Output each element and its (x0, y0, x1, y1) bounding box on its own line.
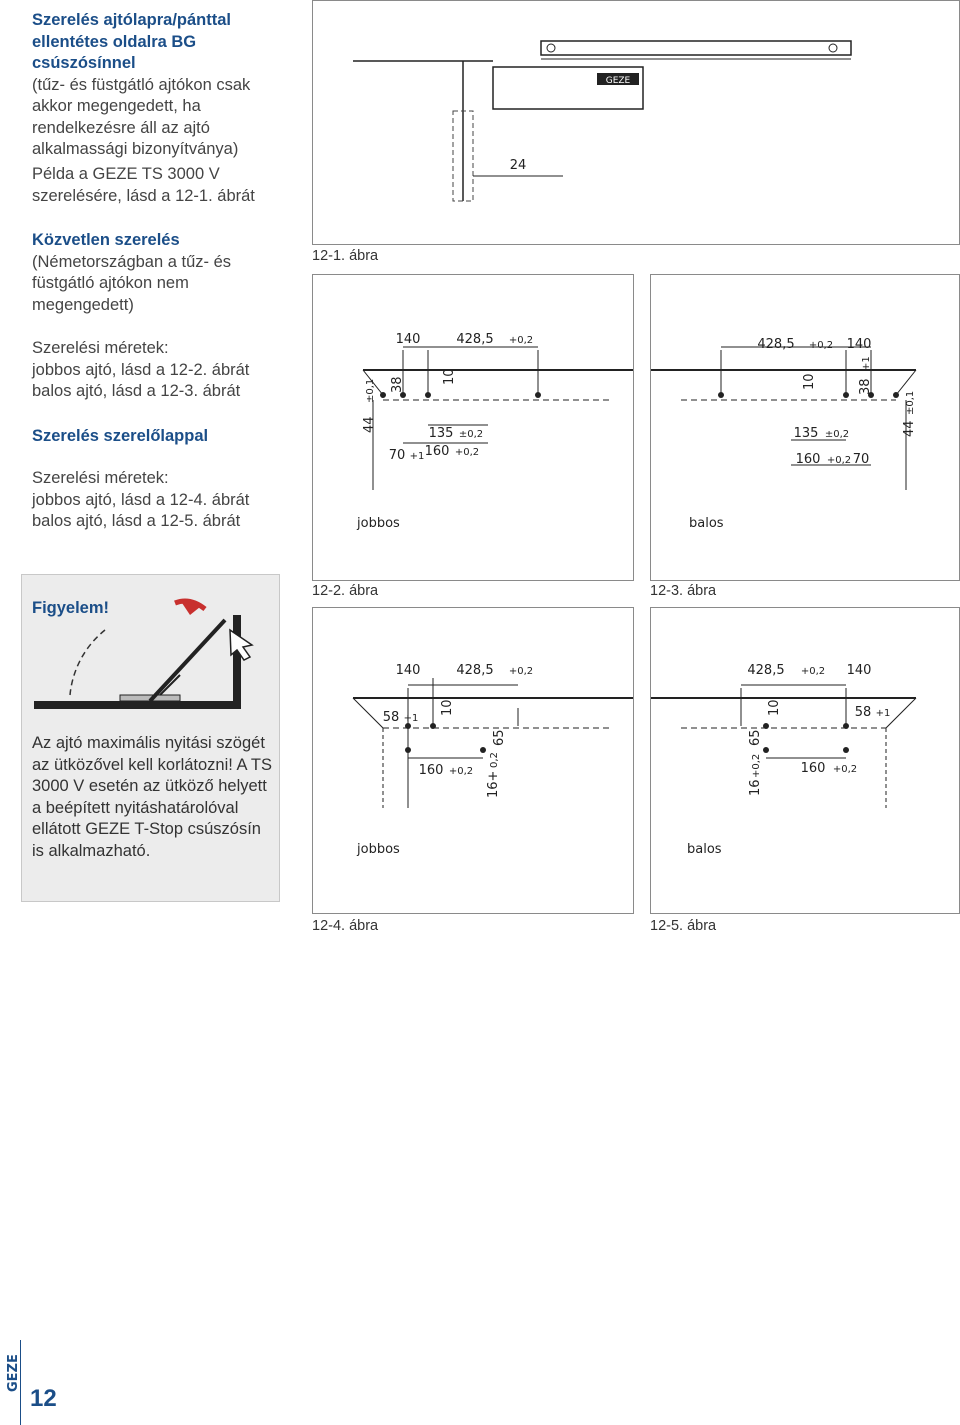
tol-02: +0,2 (808, 340, 834, 351)
dim-10: 10 (802, 373, 817, 390)
side-label: balos (687, 842, 722, 857)
dim-140: 140 (846, 663, 872, 678)
plate-template-right (313, 608, 633, 913)
tol-02-b: 0,2 (489, 752, 500, 768)
line: balos ajtó, lásd a 12-3. ábrát (32, 382, 241, 400)
caption-12-1: 12-1. ábra (312, 248, 379, 264)
section-title: Szerelés szerelőlappal (32, 427, 209, 445)
dim-10: 10 (767, 699, 782, 716)
tol-02-c: +0,2 (832, 764, 858, 775)
line: Szerelési méretek: (32, 339, 169, 357)
tol-01: ±0,1 (365, 378, 376, 403)
side-label: balos (689, 516, 724, 531)
dim-135: 135 (428, 426, 454, 441)
dim-428-5: 428,5 (456, 332, 494, 347)
tol-1: +1 (875, 708, 891, 719)
dim-65: 65 (748, 729, 763, 746)
mounting-dimensions-1 (32, 338, 292, 403)
section-note: (Németországban a tűz- és füstgátló ajtókon nem megengedett) (32, 252, 232, 314)
page-number: 12 (30, 1385, 57, 1412)
tol-1: +1 (861, 356, 872, 371)
dim-70: 70 (852, 452, 870, 467)
section-direct-mount (32, 230, 292, 316)
dim-140: 140 (395, 663, 421, 678)
dim-58: 58 (854, 705, 872, 720)
dim-65: 65 (492, 729, 507, 746)
tol-02-b: +0,2 (454, 447, 480, 458)
tol-02: +0,2 (508, 335, 534, 346)
figure-12-2 (312, 274, 634, 581)
tol-pm02: ±0,2 (824, 429, 850, 440)
side-label: jobbos (357, 842, 400, 857)
dim-140: 140 (846, 337, 872, 352)
dim-16: 16+ (486, 770, 501, 798)
warning-title: Figyelem! (32, 599, 110, 617)
mounting-dimensions-2 (32, 468, 292, 533)
dim-38: 38 (858, 378, 873, 395)
section-bg-slide-rail (32, 10, 292, 161)
line: jobbos ajtó, lásd a 12-2. ábrát (32, 360, 250, 379)
dim-428-5: 428,5 (456, 663, 494, 678)
dim-44: 44 (362, 416, 377, 433)
dim-24: 24 (509, 158, 527, 173)
warning-text: Az ajtó maximális nyitási szögét az ütközővel kell korlátozni! A TS 3000 V esetén az ütköző helyett a beépített nyitáshatárolóval ellátott GEZE T-Stop csúszósín is alkalmazható. (32, 734, 272, 860)
dim-135: 135 (793, 426, 819, 441)
dim-10: 10 (442, 368, 457, 385)
dim-160: 160 (418, 763, 444, 778)
door-stop-illustration (30, 595, 275, 710)
footer-brand (2, 1352, 22, 1392)
figure-12-3 (650, 274, 960, 581)
tol-02-b: +0,2 (826, 455, 852, 466)
section-note: (tűz- és füstgátló ajtókon csak akkor megengedett, ha rendelkezésre áll az ajtó alkalmassági bizonyítványa) (32, 75, 251, 158)
closer-brand: GEZE (605, 76, 631, 86)
line: Szerelési méretek: (32, 469, 169, 487)
caption-12-5: 12-5. ábra (650, 918, 717, 934)
drilling-template-right (313, 275, 633, 580)
line: jobbos ajtó, lásd a 12-4. ábrát (32, 490, 250, 509)
section-title: Közvetlen szerelés (32, 231, 180, 249)
dim-58: 58 (382, 710, 400, 725)
dim-38: 38 (390, 376, 405, 393)
figure-12-4 (312, 607, 634, 914)
tol-1: +1 (403, 713, 419, 724)
dim-44: 44 (902, 420, 917, 437)
tol-1: +1 (409, 451, 425, 462)
caption-12-4: 12-4. ábra (312, 918, 379, 934)
dim-160: 160 (795, 452, 821, 467)
dim-428-5: 428,5 (757, 337, 795, 352)
section-mounting-plate (32, 426, 292, 448)
side-label: jobbos (357, 516, 400, 531)
line: balos ajtó, lásd a 12-5. ábrát (32, 512, 241, 530)
tol-02: +0,2 (800, 666, 826, 677)
tol-02-c: +0,2 (448, 766, 474, 777)
section-title: Szerelés ajtólapra/pánttal ellentétes oldalra BG csúszósínnel (32, 11, 231, 72)
dim-160: 160 (800, 761, 826, 776)
drilling-template-left (651, 275, 959, 580)
dim-10: 10 (440, 699, 455, 716)
dim-70: 70 (388, 448, 406, 463)
tol-01: ±0,1 (905, 390, 916, 415)
tol-02: +0,2 (508, 666, 534, 677)
tol-02-b: +0,2 (751, 753, 762, 778)
footer-brand-text: GEZE (6, 1354, 21, 1392)
caption-12-3: 12-3. ábra (650, 583, 717, 599)
figure-12-5 (650, 607, 960, 914)
plate-template-left (651, 608, 959, 913)
dim-428-5: 428,5 (747, 663, 785, 678)
dim-160: 160 (424, 444, 450, 459)
warning-box (21, 574, 280, 902)
tol-pm02: ±0,2 (458, 429, 484, 440)
figure-12-1 (312, 0, 960, 245)
caption-12-2: 12-2. ábra (312, 583, 379, 599)
dim-16: 16 (748, 779, 763, 796)
example-reference: Példa a GEZE TS 3000 V szerelésére, lásd a 12-1. ábrát (32, 165, 255, 205)
closer-drawing (313, 1, 959, 244)
dim-140: 140 (395, 332, 421, 347)
